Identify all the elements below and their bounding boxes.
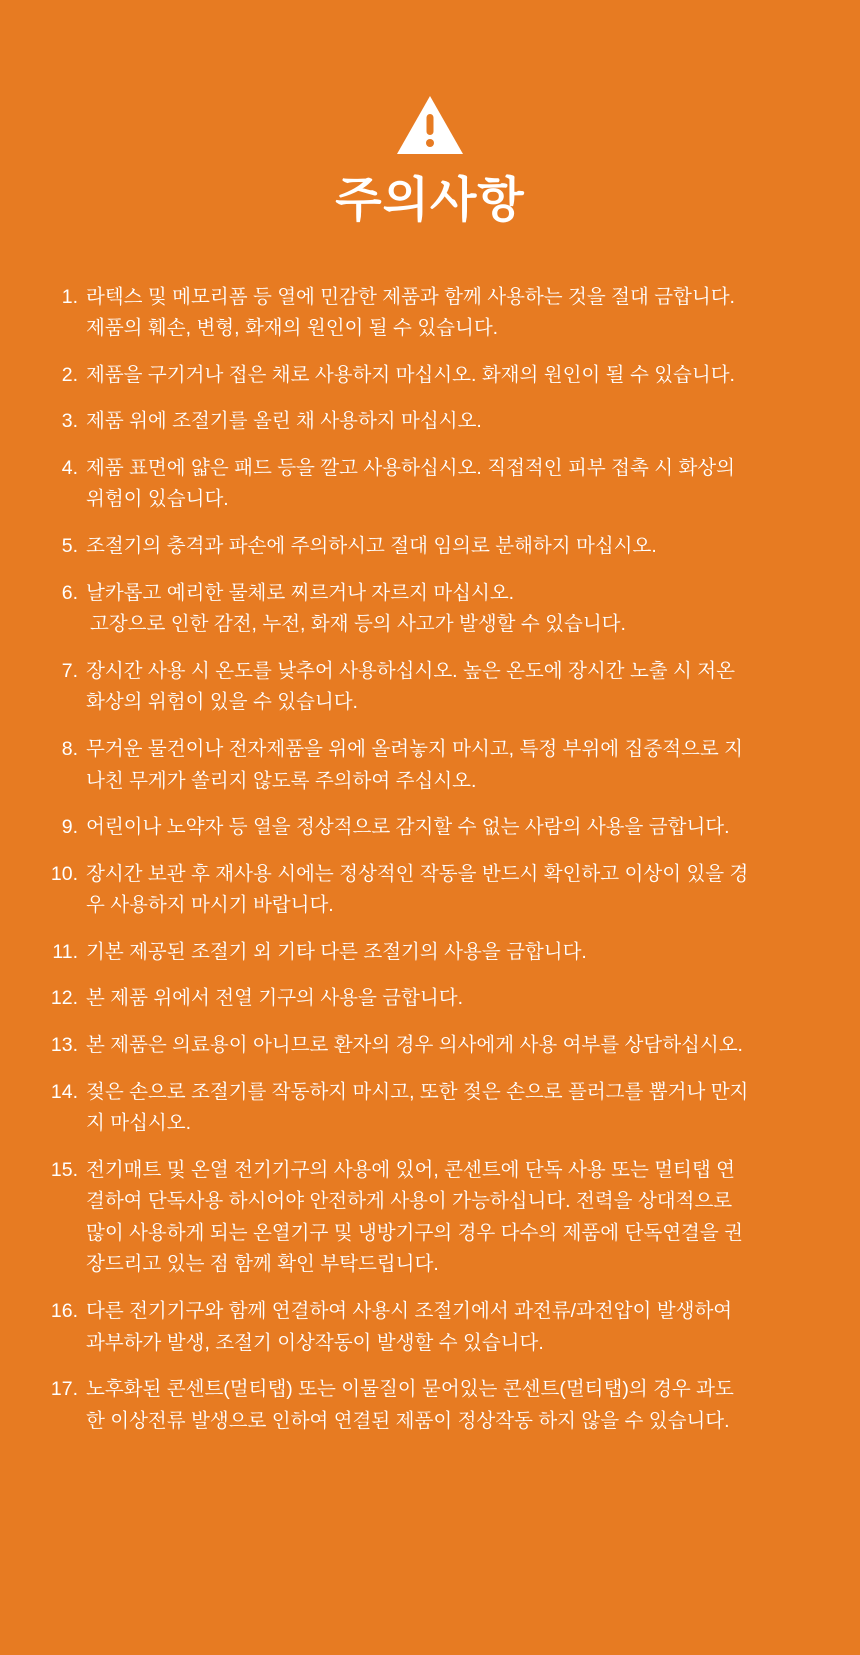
list-item (40, 282, 820, 345)
list-item (40, 656, 820, 719)
notice-list-wrap (0, 282, 860, 1513)
list-item (40, 1374, 820, 1437)
list-item-line: 기본 제공된 조절기 외 기타 다른 조절기의 사용을 금합니다. (86, 940, 587, 963)
list-item (40, 406, 820, 438)
page-title: 주의사항 (335, 174, 525, 227)
list-item-line: 많이 사용하게 되는 온열기구 및 냉방기구의 경우 다수의 제품에 단독연결을 권 (86, 1221, 743, 1244)
list-item (40, 734, 820, 797)
list-item (40, 1296, 820, 1359)
list-item (40, 859, 820, 922)
list-item-line: 조절기의 충격과 파손에 주의하시고 절대 임의로 분해하지 마십시오. (86, 535, 657, 558)
list-item-line: 무거운 물건이나 전자제품을 위에 올려놓지 마시고, 특정 부위에 집중적으로 지 (86, 737, 743, 760)
list-item-line: 우 사용하지 마시기 바랍니다. (86, 894, 334, 917)
warning-triangle-icon (397, 96, 463, 154)
list-item-line: 제품을 구기거나 접은 채로 사용하지 마십시오. 화재의 원인이 될 수 있습니다. (86, 363, 735, 386)
list-item-line: 지 마십시오. (86, 1112, 192, 1135)
list-item-line: 노후화된 콘센트(멀티탭) 또는 이물질이 묻어있는 콘센트(멀티탭)의 경우 과도 (86, 1378, 734, 1401)
list-item-line: 본 제품 위에서 전열 기구의 사용을 금합니다. (86, 987, 463, 1010)
list-item-line: 날카롭고 예리한 물체로 찌르거나 자르지 마십시오. (86, 581, 515, 604)
list-item (40, 360, 820, 392)
list-item-line: 전기매트 및 온열 전기기구의 사용에 있어, 콘센트에 단독 사용 또는 멀티탭 연 (86, 1158, 735, 1181)
list-item-line: 화상의 위험이 있을 수 있습니다. (86, 691, 358, 714)
list-item (40, 531, 820, 563)
list-item-line: 고장으로 인한 감전, 누전, 화재 등의 사고가 발생할 수 있습니다. (90, 613, 626, 636)
page-header (0, 0, 860, 230)
list-item (40, 983, 820, 1015)
list-item (40, 453, 820, 516)
list-item-line: 라텍스 및 메모리폼 등 열에 민감한 제품과 함께 사용하는 것을 절대 금합니다. (86, 285, 735, 308)
list-item (40, 1155, 820, 1281)
list-item (40, 937, 820, 969)
list-item-line: 과부하가 발생, 조절기 이상작동이 발생할 수 있습니다. (86, 1331, 544, 1354)
list-item (40, 1030, 820, 1062)
list-item-line: 결하여 단독사용 하시어야 안전하게 사용이 가능하십니다. 전력을 상대적으로 (86, 1190, 733, 1213)
list-item-line: 나친 무게가 쏠리지 않도록 주의하여 주십시오. (86, 769, 477, 792)
list-item-line: 한 이상전류 발생으로 인하여 연결된 제품이 정상작동 하지 않을 수 있습니다. (86, 1409, 730, 1432)
list-item-line: 제품의 훼손, 변형, 화재의 원인이 될 수 있습니다. (86, 317, 499, 340)
list-item-line: 장시간 사용 시 온도를 낮추어 사용하십시오. 높은 온도에 장시간 노출 시 저온 (86, 659, 735, 682)
list-item-line: 제품 위에 조절기를 올린 채 사용하지 마십시오. (86, 410, 482, 433)
list-item-line: 위험이 있습니다. (86, 488, 229, 511)
list-item-line: 제품 표면에 얇은 패드 등을 깔고 사용하십시오. 직접적인 피부 접촉 시 화상의 (86, 456, 735, 479)
list-item-line: 장드리고 있는 점 함께 확인 부탁드립니다. (86, 1253, 439, 1276)
list-item-line: 장시간 보관 후 재사용 시에는 정상적인 작동을 반드시 확인하고 이상이 있을 경 (86, 862, 749, 885)
list-item-line: 본 제품은 의료용이 아니므로 환자의 경우 의사에게 사용 여부를 상담하십시오. (86, 1034, 743, 1056)
list-item (40, 812, 820, 844)
list-item-line: 어린이나 노약자 등 열을 정상적으로 감지할 수 없는 사람의 사용을 금합니다. (86, 816, 730, 839)
list-item-line: 다른 전기기구와 함께 연결하여 사용시 조절기에서 과전류/과전압이 발생하여 (86, 1300, 733, 1323)
list-item (40, 578, 820, 641)
list-item-line: 젖은 손으로 조절기를 작동하지 마시고, 또한 젖은 손으로 플러그를 뽑거나 만지 (86, 1080, 749, 1103)
list-item (40, 1077, 820, 1140)
notice-list (40, 282, 820, 1438)
